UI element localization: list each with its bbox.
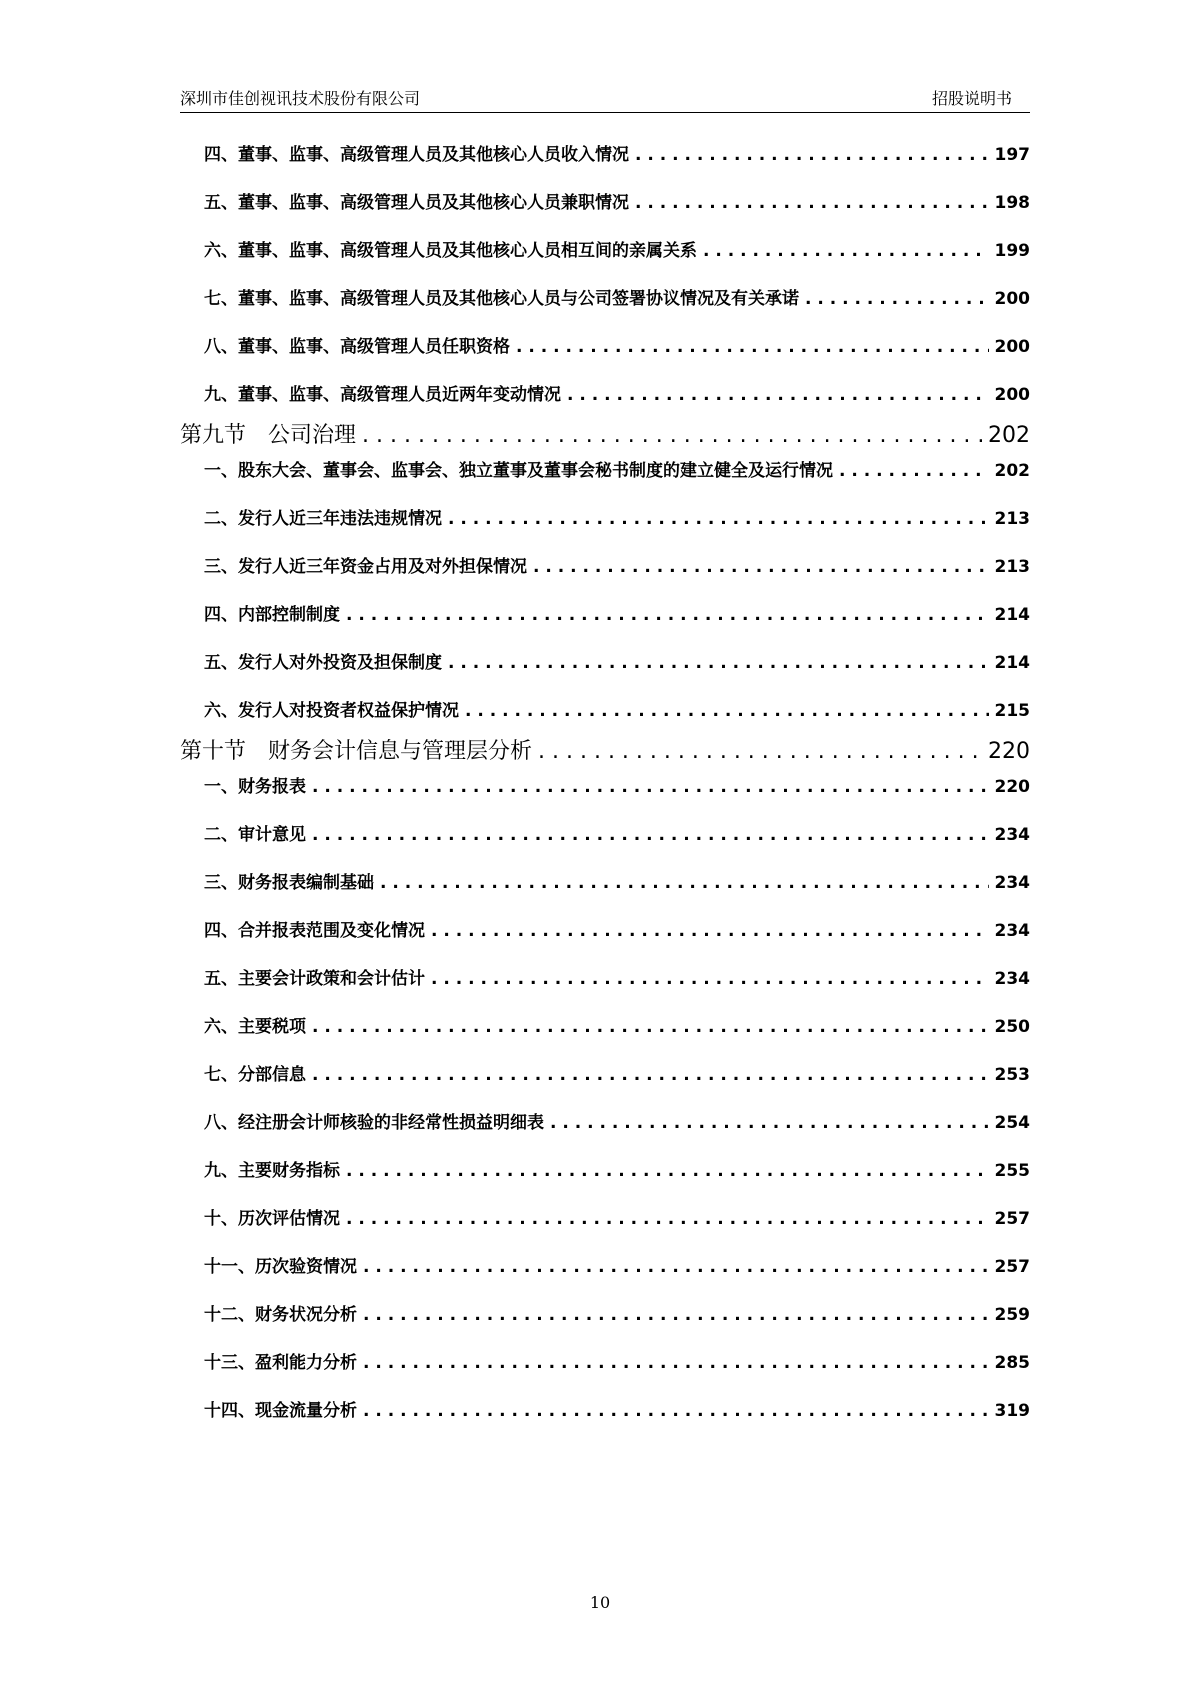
toc-dot-leader xyxy=(567,385,989,405)
toc-dot-leader xyxy=(465,701,989,721)
toc-entry-label: 一、财务报表 xyxy=(204,777,306,797)
toc-entry-page: 213 xyxy=(994,557,1030,577)
toc-entry[interactable] xyxy=(180,916,1030,950)
toc-entry-label: 六、董事、监事、高级管理人员及其他核心人员相互间的亲属关系 xyxy=(204,241,697,261)
toc-dot-leader xyxy=(516,337,989,357)
toc-dot-leader xyxy=(448,509,989,529)
toc-entry-label: 六、发行人对投资者权益保护情况 xyxy=(204,701,459,721)
toc-entry[interactable] xyxy=(180,648,1030,682)
toc-dot-leader xyxy=(538,739,982,764)
toc-entry-page: 250 xyxy=(994,1017,1030,1037)
toc-entry-label: 十二、财务状况分析 xyxy=(204,1305,357,1325)
toc-entry-label: 九、主要财务指标 xyxy=(204,1161,340,1181)
toc-entry[interactable] xyxy=(180,284,1030,318)
toc-entry-page: 257 xyxy=(994,1209,1030,1229)
toc-dot-leader xyxy=(635,145,989,165)
toc-dot-leader xyxy=(703,241,989,261)
toc-entry-label: 二、审计意见 xyxy=(204,825,306,845)
toc-entry-label: 十三、盈利能力分析 xyxy=(204,1353,357,1373)
page-header xyxy=(180,82,1030,113)
toc-entry-page: 197 xyxy=(994,145,1030,165)
toc-entry-label: 四、合并报表范围及变化情况 xyxy=(204,921,425,941)
toc-entry-label: 五、主要会计政策和会计估计 xyxy=(204,969,425,989)
toc-section-label: 第十节 财务会计信息与管理层分析 xyxy=(180,739,533,764)
toc-entry-label: 四、董事、监事、高级管理人员及其他核心人员收入情况 xyxy=(204,145,629,165)
toc-entry[interactable] xyxy=(180,1156,1030,1190)
toc-entry[interactable] xyxy=(180,820,1030,854)
toc-entry[interactable] xyxy=(180,1396,1030,1430)
toc-entry[interactable] xyxy=(180,1348,1030,1382)
toc-entry-page: 215 xyxy=(994,701,1030,721)
toc-entry-page: 214 xyxy=(994,605,1030,625)
toc-entry[interactable] xyxy=(180,188,1030,222)
toc-entry-label: 三、发行人近三年资金占用及对外担保情况 xyxy=(204,557,527,577)
toc-entry-page: 198 xyxy=(994,193,1030,213)
toc-entry-page: 254 xyxy=(994,1113,1030,1133)
toc-entry-label: 十四、现金流量分析 xyxy=(204,1401,357,1421)
toc-dot-leader xyxy=(312,777,989,797)
toc-entry-page: 234 xyxy=(994,921,1030,941)
toc-dot-leader xyxy=(346,605,989,625)
toc-entry[interactable] xyxy=(180,332,1030,366)
toc-entry-label: 四、内部控制制度 xyxy=(204,605,340,625)
toc-dot-leader xyxy=(380,873,989,893)
toc-dot-leader xyxy=(363,1401,989,1421)
toc-entry[interactable] xyxy=(180,600,1030,634)
toc-entry-page: 200 xyxy=(994,289,1030,309)
toc-entry-page: 259 xyxy=(994,1305,1030,1325)
toc-entry-page: 257 xyxy=(994,1257,1030,1277)
toc-entry[interactable] xyxy=(180,964,1030,998)
toc-section-entry[interactable] xyxy=(180,734,1030,768)
toc-entry-label: 六、主要税项 xyxy=(204,1017,306,1037)
toc-dot-leader xyxy=(448,653,989,673)
toc-dot-leader xyxy=(363,1257,989,1277)
toc-section-entry[interactable] xyxy=(180,418,1030,452)
toc-entry-label: 七、董事、监事、高级管理人员及其他核心人员与公司签署协议情况及有关承诺 xyxy=(204,289,799,309)
toc-entry-page: 220 xyxy=(994,777,1030,797)
toc-entry-label: 五、董事、监事、高级管理人员及其他核心人员兼职情况 xyxy=(204,193,629,213)
toc-entry-page: 213 xyxy=(994,509,1030,529)
toc-dot-leader xyxy=(839,461,989,481)
toc-entry[interactable] xyxy=(180,868,1030,902)
toc-section-label: 第九节 公司治理 xyxy=(180,423,357,448)
toc-dot-leader xyxy=(363,1353,989,1373)
toc-dot-leader xyxy=(431,969,989,989)
toc-entry-page: 253 xyxy=(994,1065,1030,1085)
toc-entry-label: 九、董事、监事、高级管理人员近两年变动情况 xyxy=(204,385,561,405)
toc-section-page: 220 xyxy=(988,739,1030,764)
toc-entry[interactable] xyxy=(180,456,1030,490)
toc-entry[interactable] xyxy=(180,380,1030,414)
toc-entry-label: 一、股东大会、董事会、监事会、独立董事及董事会秘书制度的建立健全及运行情况 xyxy=(204,461,833,481)
toc-entry[interactable] xyxy=(180,1252,1030,1286)
toc-entry[interactable] xyxy=(180,1012,1030,1046)
toc-entry-label: 八、董事、监事、高级管理人员任职资格 xyxy=(204,337,510,357)
toc-entry-label: 八、经注册会计师核验的非经常性损益明细表 xyxy=(204,1113,544,1133)
toc-dot-leader xyxy=(805,289,989,309)
toc-section-page: 202 xyxy=(988,423,1030,448)
toc-entry-label: 七、分部信息 xyxy=(204,1065,306,1085)
toc-entry-label: 十、历次评估情况 xyxy=(204,1209,340,1229)
toc-dot-leader xyxy=(431,921,989,941)
toc-dot-leader xyxy=(312,1065,989,1085)
toc-entry[interactable] xyxy=(180,552,1030,586)
toc-entry[interactable] xyxy=(180,1204,1030,1238)
toc-entry-page: 319 xyxy=(994,1401,1030,1421)
toc-entry-page: 234 xyxy=(994,825,1030,845)
toc-entry[interactable] xyxy=(180,236,1030,270)
toc-entry[interactable] xyxy=(180,1300,1030,1334)
toc-entry[interactable] xyxy=(180,1060,1030,1094)
toc-dot-leader xyxy=(346,1209,989,1229)
toc-dot-leader xyxy=(550,1113,989,1133)
toc-entry-page: 234 xyxy=(994,873,1030,893)
header-company-name: 深圳市佳创视讯技术股份有限公司 xyxy=(180,89,421,108)
toc-entry-label: 五、发行人对外投资及担保制度 xyxy=(204,653,442,673)
toc-entry-page: 202 xyxy=(994,461,1030,481)
toc-entry-page: 214 xyxy=(994,653,1030,673)
toc-entry-label: 十一、历次验资情况 xyxy=(204,1257,357,1277)
toc-entry[interactable] xyxy=(180,1108,1030,1142)
toc-entry-page: 199 xyxy=(994,241,1030,261)
toc-dot-leader xyxy=(533,557,989,577)
toc-entry-page: 285 xyxy=(994,1353,1030,1373)
toc-dot-leader xyxy=(635,193,989,213)
toc-entry-page: 234 xyxy=(994,969,1030,989)
toc-entry-page: 255 xyxy=(994,1161,1030,1181)
header-document-type: 招股说明书 xyxy=(931,89,1012,108)
toc-entry[interactable] xyxy=(180,140,1030,174)
toc-entry[interactable] xyxy=(180,696,1030,730)
toc-entry-page: 200 xyxy=(994,385,1030,405)
toc-dot-leader xyxy=(312,825,989,845)
page-number: 10 xyxy=(589,1593,611,1612)
toc-dot-leader xyxy=(312,1017,989,1037)
toc-entry-page: 200 xyxy=(994,337,1030,357)
toc-entry-label: 三、财务报表编制基础 xyxy=(204,873,374,893)
toc-entry-label: 二、发行人近三年违法违规情况 xyxy=(204,509,442,529)
toc-dot-leader xyxy=(363,1305,989,1325)
toc-entry[interactable] xyxy=(180,772,1030,806)
toc-dot-leader xyxy=(362,423,982,448)
toc-dot-leader xyxy=(346,1161,989,1181)
toc-entry[interactable] xyxy=(180,504,1030,538)
